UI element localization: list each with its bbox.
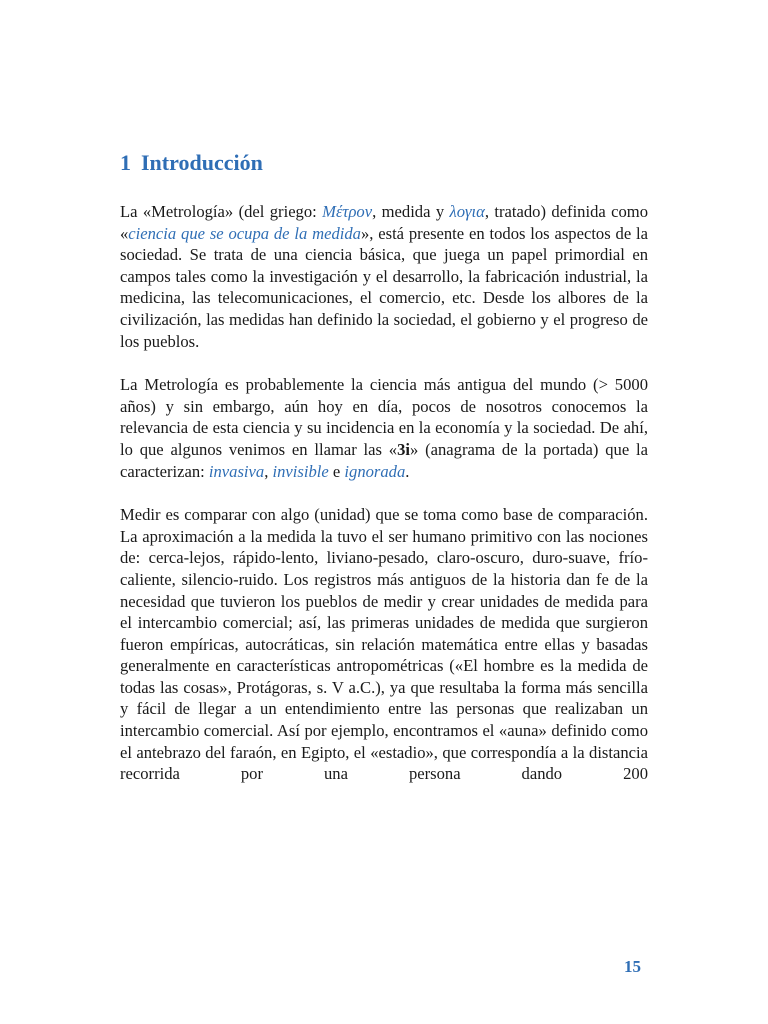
paragraph-text: », está presente en todos los aspectos de la sociedad. Se trata de una ciencia básica, que juega un papel primordial en campos tales como la investigación y el desarrollo, la fabricación industrial, la medicina, las telecomunicaciones, el comercio, etc. Desde los albores de la civilización, las medidas han definido la sociedad, el gobierno y el progreso de los pueblos.: [120, 223, 648, 351]
section-number: 1: [120, 150, 131, 175]
greek-word-metron: Μέτρον: [322, 202, 373, 221]
paragraph-text: La Metrología es probablemente la ciencia más antigua del mundo (> 5000 años) y sin embargo, aún hoy en día, pocos de nosotros conocemos la relevancia de esta ciencia y su incidencia en la economía y la sociedad. De ahí, lo que algunos venimos en llamar las «: [120, 375, 648, 459]
paragraph-text: » (anagrama de la portada) que la caracterizan:: [120, 439, 648, 481]
paragraph-metrologia-definition: [120, 201, 648, 352]
paragraph-text: , medida y: [372, 202, 450, 221]
paragraph-text: e: [328, 461, 345, 481]
definition-quote: ciencia que se ocupa de la medida: [128, 223, 361, 243]
paragraph-text: , tratado) definida como «: [120, 202, 648, 243]
section-heading: [120, 148, 648, 178]
page-body: [120, 148, 648, 785]
page-number: 15: [624, 957, 641, 976]
term-invasiva: invasiva: [208, 461, 265, 481]
bold-3i: 3i: [397, 439, 411, 459]
paragraph-text: ,: [264, 461, 273, 481]
paragraph-text: La «Metrología» (del griego:: [120, 202, 323, 221]
greek-word-logia: λογια: [449, 202, 485, 221]
term-invisible: invisible: [272, 461, 329, 481]
term-ignorada: ignorada: [344, 461, 406, 481]
paragraph-text: .: [405, 461, 410, 481]
paragraph-3i: [120, 374, 648, 482]
paragraph-medir: Medir es comparar con algo (unidad) que se toma como base de comparación. La aproximación a la medida la tuvo el ser humano primitivo con las nociones de: cerca-lejos, rápido-lento, liviano-pesado, claro-oscuro, duro-suave, frío-caliente, silencio-ruido. Los registros más antiguos de la historia dan fe de la necesidad que tuvieron los pueblos de medir y crear unidades de medida para el intercambio comercial; así, las primeras unidades de medida que surgieron fueron empíricas, autocráticas, sin relación matemática entre ellas y basadas generalmente en características antropométricas («El hombre es la medida de todas las cosas», Protágoras, s. V a.C.), ya que resultaba la forma más sencilla y fácil de llegar a un entendimiento entre las personas que realizaban un intercambio comercial. Así por ejemplo, encontramos el «auna» definido como el antebrazo del faraón, en Egipto, el «estadio», que correspondía a la distancia recorrida por una persona dando 200: [120, 505, 648, 784]
section-title: Introducción: [141, 150, 263, 175]
